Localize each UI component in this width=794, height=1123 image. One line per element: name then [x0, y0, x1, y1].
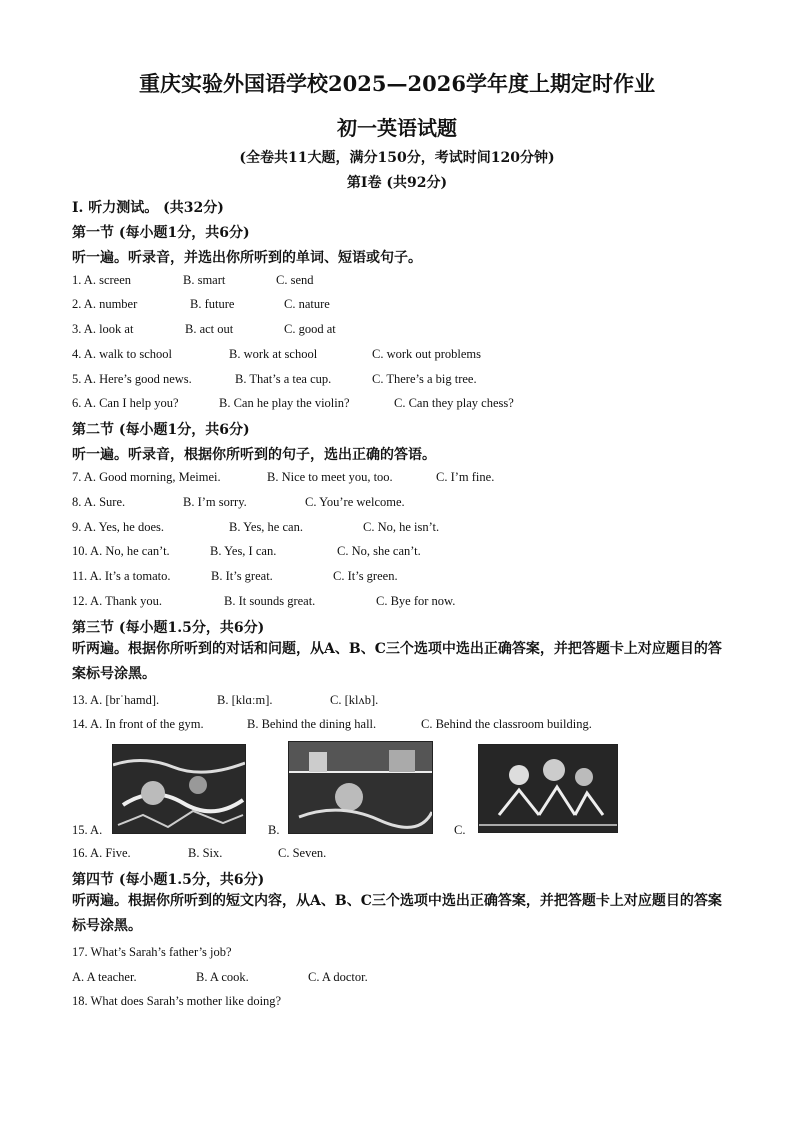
sec1-instruction: 听一遍。听录音，并选出你所听到的单词、短语或句子。 — [72, 250, 422, 266]
q6-option-b: B. Can he play the violin? — [219, 396, 350, 410]
school-title: 重庆实验外国语学校2025—2026学年度上期定时作业 — [139, 71, 655, 96]
q15-option-c: C. — [454, 823, 466, 837]
q8-option-b: B. I’m sorry. — [183, 495, 247, 509]
q12-option-b: B. It sounds great. — [224, 594, 316, 608]
q7-option-a: 7. A. Good morning, Meimei. — [72, 470, 221, 484]
q12-option-c: C. Bye for now. — [376, 594, 456, 608]
q9-option-b: B. Yes, he can. — [229, 520, 303, 534]
q11-option-b: B. It’s great. — [211, 569, 273, 583]
q4-option-c: C. work out problems — [372, 347, 482, 361]
q2-option-a: 2. A. number — [72, 297, 138, 311]
q6-option-c: C. Can they play chess? — [394, 396, 514, 410]
part1-heading: I. 听力测试。 (共32分) — [72, 200, 224, 216]
q17-option-c: C. A doctor. — [308, 970, 368, 984]
q10-option-b: B. Yes, I can. — [210, 544, 277, 558]
q16-option-a: 16. A. Five. — [72, 846, 131, 860]
q15-picture-b — [288, 741, 433, 834]
q15-option-b: B. — [268, 823, 280, 837]
q4-option-a: 4. A. walk to school — [72, 347, 172, 361]
q5-option-b: B. That’s a tea cup. — [235, 372, 332, 386]
q1-option-b: B. smart — [183, 273, 226, 287]
sec3-instruction: 听两遍。根据你所听到的对话和问题，从A、B、C三个选项中选出正确答案，并把答题卡上对应题目的答案标号涂黑。 — [72, 641, 722, 682]
q1-option-a: 1. A. screen — [72, 273, 132, 287]
sec2-instruction: 听一遍。听录音，根据你所听到的句子，选出正确的答语。 — [72, 447, 436, 463]
sec4-instruction: 听两遍。根据你所听到的短文内容，从A、B、C三个选项中选出正确答案，并把答题卡上对应题目的答案标号涂黑。 — [72, 893, 722, 934]
q16-option-c: C. Seven. — [278, 846, 327, 860]
q14-option-b: B. Behind the dining hall. — [247, 717, 377, 731]
q17-option-a: A. A teacher. — [72, 970, 137, 984]
q9-option-c: C. No, he isn’t. — [363, 520, 440, 534]
q15-picture-a — [112, 744, 246, 834]
q13-option-b: B. [klɑːm]. — [217, 693, 273, 707]
q14-option-a: 14. A. In front of the gym. — [72, 717, 204, 731]
volume-label: 第Ⅰ卷 (共92分) — [346, 175, 448, 191]
q8-option-c: C. You’re welcome. — [305, 495, 405, 509]
q5-option-a: 5. A. Here’s good news. — [72, 372, 192, 386]
q17-option-b: B. A cook. — [196, 970, 249, 984]
q18-stem: 18. What does Sarah’s mother like doing? — [72, 994, 282, 1008]
q3-option-b: B. act out — [185, 322, 234, 336]
q2-option-c: C. nature — [284, 297, 330, 311]
subject-title: 初一英语试题 — [337, 116, 457, 140]
exam-info: (全卷共11大题，满分150分，考试时间120分钟) — [239, 150, 555, 166]
q14-option-c: C. Behind the classroom building. — [421, 717, 592, 731]
q3-option-a: 3. A. look at — [72, 322, 134, 336]
q3-option-c: C. good at — [284, 322, 336, 336]
q2-option-b: B. future — [190, 297, 235, 311]
q15-picture-c — [478, 744, 618, 833]
sec3-heading: 第三节 (每小题1.5分，共6分) — [72, 620, 265, 636]
q10-option-a: 10. A. No, he can’t. — [72, 544, 170, 558]
q11-option-a: 11. A. It’s a tomato. — [72, 569, 171, 583]
q11-option-c: C. It’s green. — [333, 569, 398, 583]
q1-option-c: C. send — [276, 273, 314, 287]
q16-option-b: B. Six. — [188, 846, 223, 860]
q7-option-c: C. I’m fine. — [436, 470, 495, 484]
q12-option-a: 12. A. Thank you. — [72, 594, 163, 608]
q5-option-c: C. There’s a big tree. — [372, 372, 477, 386]
q9-option-a: 9. A. Yes, he does. — [72, 520, 165, 534]
q6-option-a: 6. A. Can I help you? — [72, 396, 179, 410]
q13-option-a: 13. A. [brˈhamd]. — [72, 693, 160, 707]
q10-option-c: C. No, she can’t. — [337, 544, 421, 558]
q8-option-a: 8. A. Sure. — [72, 495, 126, 509]
q7-option-b: B. Nice to meet you, too. — [267, 470, 393, 484]
sec2-heading: 第二节 (每小题1分，共6分) — [72, 422, 250, 438]
sec4-heading: 第四节 (每小题1.5分，共6分) — [72, 872, 265, 888]
q17-stem: 17. What’s Sarah’s father’s job? — [72, 945, 232, 959]
q15-option-a: 15. A. — [72, 823, 103, 837]
q4-option-b: B. work at school — [229, 347, 318, 361]
sec1-heading: 第一节 (每小题1分，共6分) — [72, 225, 250, 241]
q13-option-c: C. [klʌb]. — [330, 693, 379, 707]
